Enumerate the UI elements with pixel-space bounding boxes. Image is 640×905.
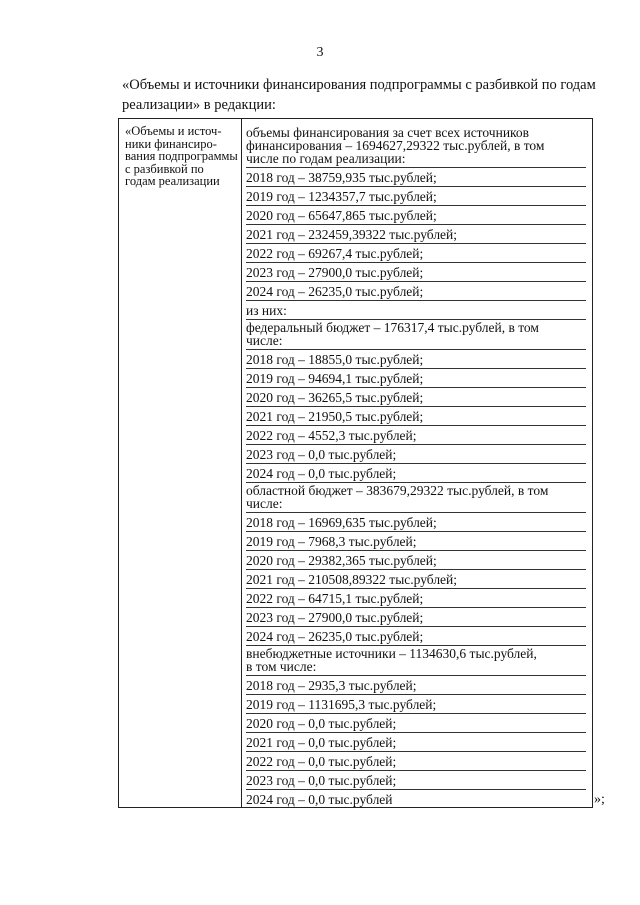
row-text-line: числе по годам реализации: [246,151,406,166]
row-text-line: 2022 год – 64715,1 тыс.рублей; [246,591,424,606]
table-row [246,771,586,790]
row-text-line: в том числе: [246,659,317,674]
table-row [246,483,586,513]
row-text-line: 2021 год – 232459,39322 тыс.рублей; [246,227,458,242]
table-row [246,676,586,695]
row-text-line: 2023 год – 0,0 тыс.рублей; [246,447,397,462]
row-text-line: 2023 год – 27900,0 тыс.рублей; [246,265,424,280]
table-row [246,126,586,168]
table-row [246,187,586,206]
row-text-line: 2021 год – 21950,5 тыс.рублей; [246,409,424,424]
table-row [246,350,586,369]
label-line: «Объемы и источ- [125,124,222,138]
row-text-line: 2019 год – 7968,3 тыс.рублей; [246,534,417,549]
table-row [246,168,586,187]
row-text-line: 2022 год – 0,0 тыс.рублей; [246,754,397,769]
row-text-line: 2021 год – 210508,89322 тыс.рублей; [246,572,458,587]
table-row [246,301,586,320]
row-text-line: 2021 год – 0,0 тыс.рублей; [246,735,397,750]
row-text-line: 2018 год – 38759,935 тыс.рублей; [246,170,437,185]
table-row [246,369,586,388]
label-line: годам реализации [125,174,220,188]
row-text-line: областной бюджет – 383679,29322 тыс.рублей, в том [246,483,549,498]
row-text-line: 2023 год – 27900,0 тыс.рублей; [246,610,424,625]
table-row [246,627,586,646]
table-row [246,407,586,426]
closing-quote: »; [594,792,605,807]
row-text-line: 2024 год – 26235,0 тыс.рублей; [246,284,424,299]
row-text-line: 2020 год – 65647,865 тыс.рублей; [246,208,437,223]
row-text-line: 2020 год – 0,0 тыс.рублей; [246,716,397,731]
row-text-line: числе: [246,496,283,511]
table-row [246,225,586,244]
row-text-line: 2018 год – 2935,3 тыс.рублей; [246,678,417,693]
label-line: вания подпрограммы [125,149,238,163]
table-row [246,445,586,464]
financing-table [118,118,593,808]
row-text-line: 2023 год – 0,0 тыс.рублей; [246,773,397,788]
table-row [246,206,586,225]
label-line: ники финансиро- [125,136,217,151]
table-row [246,608,586,627]
row-text-line: 2019 год – 94694,1 тыс.рублей; [246,371,424,386]
row-text-line: внебюджетные источники – 1134630,6 тыс.рублей, [246,646,537,661]
table-row [246,752,586,771]
row-text-line: 2019 год – 1234357,7 тыс.рублей; [246,189,437,204]
row-text-line: 2024 год – 0,0 тыс.рублей [246,792,393,807]
row-text-line: 2018 год – 18855,0 тыс.рублей; [246,352,424,367]
table-row [246,426,586,445]
row-text-line: 2020 год – 36265,5 тыс.рублей; [246,390,424,405]
row-text-line: 2022 год – 69267,4 тыс.рублей; [246,246,424,261]
row-text-line: 2019 год – 1131695,3 тыс.рублей; [246,697,437,712]
table-row [246,589,586,608]
row-text-line: 2024 год – 26235,0 тыс.рублей; [246,629,424,644]
row-text-line: числе: [246,333,283,348]
table-row [246,790,586,808]
table-row [246,513,586,532]
table-row [246,320,586,350]
column-divider [241,119,242,807]
table-label-cell [125,125,239,188]
row-text-line: 2018 год – 16969,635 тыс.рублей; [246,515,437,530]
row-text-line: 2020 год – 29382,365 тыс.рублей; [246,553,437,568]
table-row [246,532,586,551]
row-text-line: из них: [246,303,287,318]
intro-paragraph: «Объемы и источники финансирования подпрограммы с разбивкой по годам реализации» в редакции: [122,77,596,113]
label-line: с разбивкой по [125,161,204,176]
row-text-line: объемы финансирования за счет всех источников [246,125,530,140]
table-row [246,388,586,407]
table-value-cell [246,126,586,808]
table-row [246,570,586,589]
row-text-line: 2024 год – 0,0 тыс.рублей; [246,466,397,481]
table-row [246,733,586,752]
row-text-line: финансирования – 1694627,29322 тыс.рублей, в том [246,138,545,153]
table-row [246,464,586,483]
table-row [246,551,586,570]
table-row [246,282,586,301]
table-row [246,695,586,714]
table-row [246,714,586,733]
table-row [246,244,586,263]
page-number: 3 [316,45,324,60]
row-text-line: федеральный бюджет – 176317,4 тыс.рублей, в том [246,320,539,335]
table-row [246,263,586,282]
table-row [246,646,586,676]
row-text-line: 2022 год – 4552,3 тыс.рублей; [246,428,417,443]
